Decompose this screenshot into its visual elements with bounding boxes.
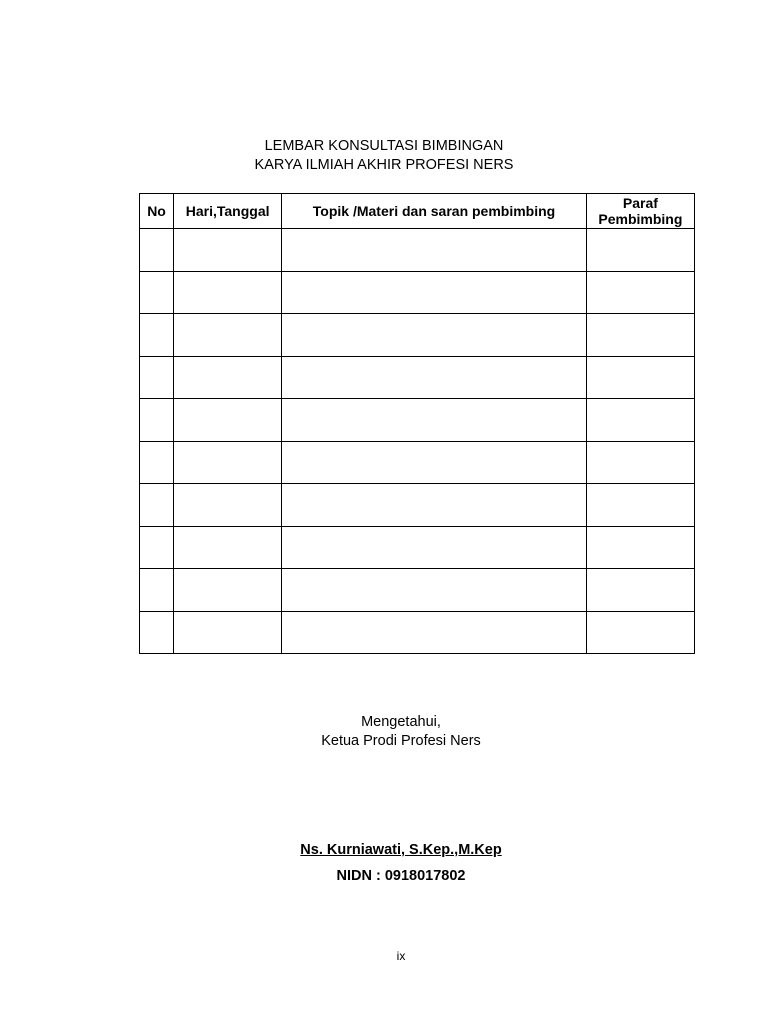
table-row <box>140 484 695 527</box>
table-header-row <box>140 194 695 229</box>
table-row <box>140 611 695 654</box>
cell-no <box>140 484 174 527</box>
cell-topic <box>282 314 587 357</box>
table-row <box>140 314 695 357</box>
consultation-table <box>139 193 695 654</box>
cell-signature <box>586 229 694 272</box>
cell-date <box>174 611 282 654</box>
header-no: No <box>140 194 174 229</box>
table-row <box>140 526 695 569</box>
cell-topic <box>282 484 587 527</box>
cell-topic <box>282 356 587 399</box>
cell-topic <box>282 229 587 272</box>
document-title <box>0 137 768 175</box>
cell-signature <box>586 399 694 442</box>
cell-signature <box>586 569 694 612</box>
table-row <box>140 399 695 442</box>
cell-signature <box>586 526 694 569</box>
cell-signature <box>586 441 694 484</box>
approval-block <box>0 713 768 751</box>
header-date: Hari,Tanggal <box>174 194 282 229</box>
table-row <box>140 229 695 272</box>
cell-topic <box>282 271 587 314</box>
cell-signature <box>586 356 694 399</box>
header-signature-line-1: Paraf <box>622 195 658 211</box>
cell-no <box>140 314 174 357</box>
header-signature-line-2: Pembimbing <box>598 211 683 227</box>
cell-date <box>174 484 282 527</box>
table-body <box>140 229 695 654</box>
header-topic: Topik /Materi dan saran pembimbing <box>282 194 587 229</box>
cell-no <box>140 356 174 399</box>
cell-no <box>140 611 174 654</box>
cell-topic <box>282 399 587 442</box>
cell-date <box>174 229 282 272</box>
table-row <box>140 271 695 314</box>
cell-no <box>140 526 174 569</box>
cell-no <box>140 271 174 314</box>
header-signature <box>586 194 694 229</box>
table-row <box>140 356 695 399</box>
cell-signature <box>586 611 694 654</box>
page-number: ix <box>396 949 406 963</box>
cell-signature <box>586 484 694 527</box>
cell-date <box>174 314 282 357</box>
signer-id: NIDN : 0918017802 <box>336 868 466 884</box>
cell-date <box>174 441 282 484</box>
cell-topic <box>282 526 587 569</box>
cell-no <box>140 399 174 442</box>
approval-line-2: Ketua Prodi Profesi Ners <box>321 733 481 749</box>
cell-no <box>140 229 174 272</box>
cell-no <box>140 569 174 612</box>
cell-date <box>174 526 282 569</box>
cell-signature <box>586 314 694 357</box>
title-line-2: KARYA ILMIAH AKHIR PROFESI NERS <box>254 157 514 173</box>
cell-topic <box>282 441 587 484</box>
table-row <box>140 569 695 612</box>
approval-line-1: Mengetahui, <box>361 714 441 730</box>
cell-date <box>174 399 282 442</box>
title-line-1: LEMBAR KONSULTASI BIMBINGAN <box>264 138 504 154</box>
cell-topic <box>282 569 587 612</box>
cell-no <box>140 441 174 484</box>
cell-signature <box>586 271 694 314</box>
cell-topic <box>282 611 587 654</box>
cell-date <box>174 569 282 612</box>
cell-date <box>174 356 282 399</box>
table-row <box>140 441 695 484</box>
cell-date <box>174 271 282 314</box>
signer-name: Ns. Kurniawati, S.Kep.,M.Kep <box>300 842 502 858</box>
